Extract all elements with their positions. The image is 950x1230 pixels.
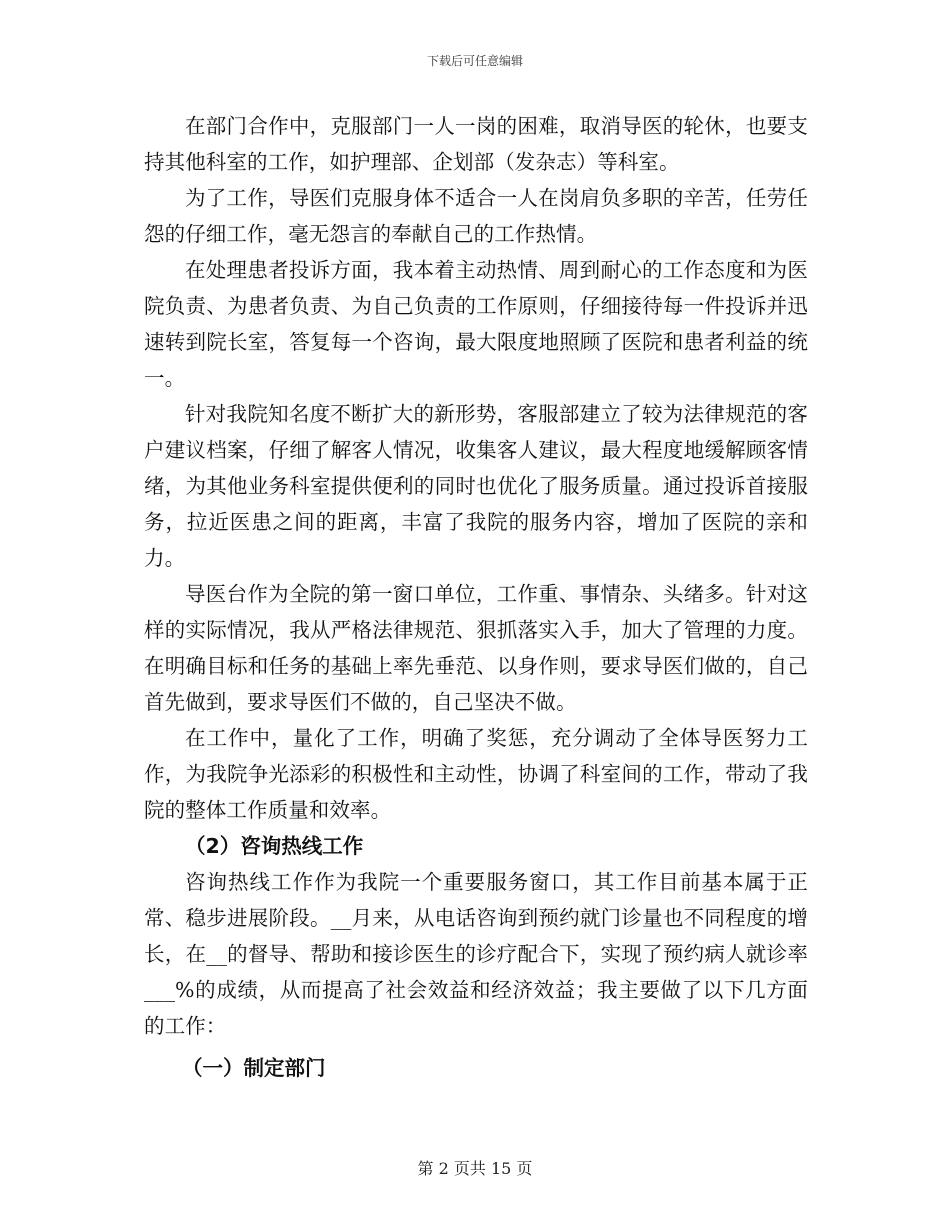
paragraph-quantified-work: 在工作中，量化了工作，明确了奖惩，充分调动了全体导医努力工作，为我院争光添彩的积极性和主动性，协调了科室间的工作，带动了我院的整体工作质量和效率。 bbox=[144, 726, 808, 822]
paragraph-customer-archive: 针对我院知名度不断扩大的新形势，客服部建立了较为法律规范的客户建议档案，仔细了解客人情况，收集客人建议，最大程度地缓解顾客情绪，为其他业务科室提供便利的同时也优化了服务质量。通过投诉首接服务，拉近医患之间的距离，丰富了我院的服务内容，增加了医院的亲和力。 bbox=[144, 402, 808, 570]
section-heading-hotline: （2）咨询热线工作 bbox=[185, 834, 364, 858]
paragraph-guide-desk: 导医台作为全院的第一窗口单位，工作重、事情杂、头绪多。针对这样的实际情况，我从严格法律规范、狠抓落实入手，加大了管理的力度。在明确目标和任务的基础上率先垂范、以身作则，要求导医们做的，自己首先做到，要求导医们不做的，自己坚决不做。 bbox=[144, 582, 808, 714]
paragraph-complaint-handling: 在处理患者投诉方面，我本着主动热情、周到耐心的工作态度和为医院负责、为患者负责、为自己负责的工作原则，仔细接待每一件投诉并迅速转到院长室，答复每一个咨询，最大限度地照顾了医院和患者利益的统一。 bbox=[144, 258, 808, 390]
page-footer: 第 2 页共 15 页 bbox=[417, 1159, 533, 1178]
document-body bbox=[144, 108, 808, 1086]
paragraph-hotline-work: 咨询热线工作作为我院一个重要服务窗口，其工作目前基本属于正常、稳步进展阶段。__月来，从电话咨询到预约就门诊量也不同程度的增长，在__的督导、帮助和接诊医生的诊疗配合下，实现了预约病人就诊率___%的成绩，从而提高了社会效益和经济效益；我主要做了以下几方面的工作： bbox=[144, 870, 808, 1038]
paragraph-department-cooperation: 在部门合作中，克服部门一人一岗的困难，取消导医的轮休，也要支持其他科室的工作，如护理部、企划部（发杂志）等科室。 bbox=[144, 114, 808, 174]
subsection-heading-department: （一）制定部门 bbox=[182, 1056, 326, 1080]
page-header: 下载后可任意编辑 bbox=[426, 54, 523, 68]
paragraph-work-dedication: 为了工作，导医们克服身体不适合一人在岗肩负多职的辛苦，任劳任怨的仔细工作，毫无怨言的奉献自己的工作热情。 bbox=[144, 186, 808, 246]
